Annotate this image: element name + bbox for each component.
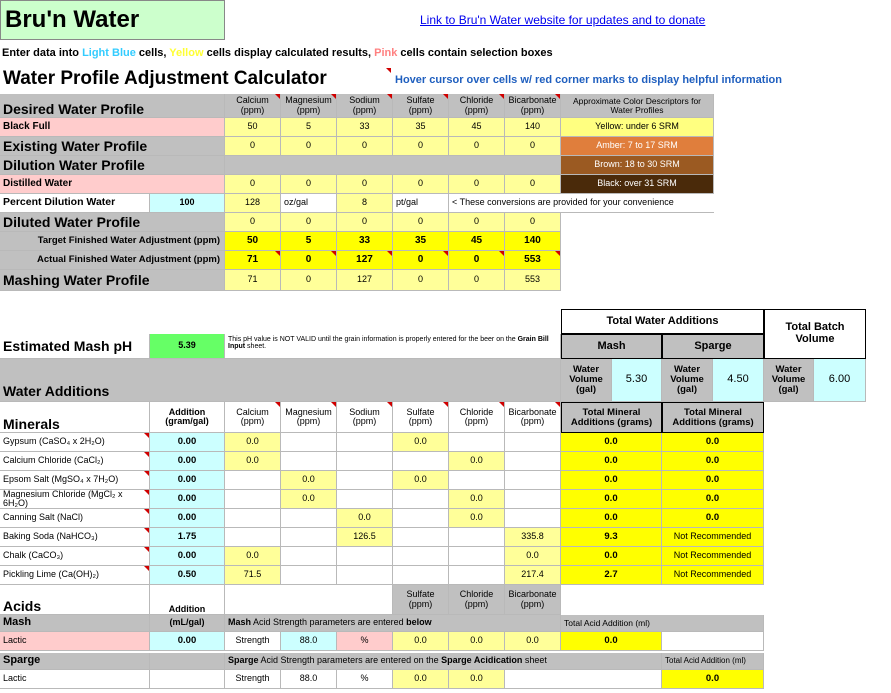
sparge-mineral-total: 0.0 [662, 452, 764, 471]
mineral-ion-value: 0.0 [225, 547, 281, 566]
dilution-value: 0 [281, 175, 337, 194]
mineral-ion-value [449, 471, 505, 490]
sparge-water-volume-label: Water Volume (gal) [662, 359, 713, 402]
target-adjustment-label: Target Finished Water Adjustment (ppm) [0, 232, 225, 251]
percent-dilution-input[interactable]: 100 [150, 194, 225, 213]
mineral-ion-value [225, 509, 281, 528]
dilution-value: 0 [337, 175, 393, 194]
sparge-acid-note-part: Sparge [228, 655, 259, 665]
existing-water-profile-label: Existing Water Profile [0, 137, 225, 156]
mineral-addition-input[interactable]: 0.00 [150, 471, 225, 490]
acid-chloride-header: Chloride (ppm) [449, 585, 505, 615]
mineral-ion-value: 335.8 [505, 528, 561, 547]
mineral-ion-header: Magnesium (ppm) [281, 402, 337, 433]
mash-strength-input[interactable]: 88.0 [281, 632, 337, 651]
mineral-addition-input[interactable]: 0.50 [150, 566, 225, 585]
mash-mineral-total: 2.7 [561, 566, 662, 585]
sparge-strength-unit: % [337, 670, 393, 689]
mineral-name: Baking Soda (NaHCO₃) [0, 528, 150, 547]
mashing-value: 0 [393, 270, 449, 291]
instructions-part3: cells display calculated results, [203, 47, 375, 59]
color-brown: Brown: 18 to 30 SRM [561, 156, 714, 175]
mineral-ion-value [281, 433, 337, 452]
sparge-acid-note [225, 653, 662, 670]
sparge-mineral-total-header: Total Mineral Additions (grams) [662, 402, 764, 433]
existing-value: 0 [393, 137, 449, 156]
mashing-value: 127 [337, 270, 393, 291]
mash-acid-addition-input[interactable]: 0.00 [150, 632, 225, 651]
mineral-name: Gypsum (CaSO₄ x 2H₂O) [0, 433, 150, 452]
mineral-ion-value [281, 547, 337, 566]
mineral-ion-value [449, 528, 505, 547]
diluted-value: 0 [505, 213, 561, 232]
acid-bicarbonate-header: Bicarbonate (ppm) [505, 585, 561, 615]
mineral-name: Calcium Chloride (CaCl₂) [0, 452, 150, 471]
ion-header: Magnesium (ppm) [281, 94, 337, 118]
mashing-value: 71 [225, 270, 281, 291]
conv-pt-value: 8 [337, 194, 393, 213]
mineral-ion-header: Calcium (ppm) [225, 402, 281, 433]
mineral-ion-value: 0.0 [393, 433, 449, 452]
actual-value: 127 [337, 251, 393, 270]
water-additions-label: Water Additions [0, 359, 561, 402]
target-value: 33 [337, 232, 393, 251]
desired-value: 35 [393, 118, 449, 137]
mineral-ion-value [505, 452, 561, 471]
acid-addition-header: Addition [150, 585, 225, 615]
desired-value: 50 [225, 118, 281, 137]
sparge-acid-name: Lactic [0, 670, 150, 689]
mash-mineral-total: 0.0 [561, 452, 662, 471]
actual-value: 0 [393, 251, 449, 270]
mineral-ion-value: 0.0 [281, 471, 337, 490]
mash-ph-note-part: This pH value is NOT VALID until the grain information is properly entered for the beer on the [228, 336, 518, 343]
desired-value: 33 [337, 118, 393, 137]
mineral-ion-value: 0.0 [449, 490, 505, 509]
diluted-value: 0 [337, 213, 393, 232]
mash-mineral-total: 0.0 [561, 509, 662, 528]
dilution-water-profile-label: Dilution Water Profile [0, 156, 225, 175]
mash-total-acid: 0.0 [561, 632, 662, 651]
mineral-name: Magnesium Chloride (MgCl₂ x 6H₂O) [0, 490, 150, 509]
instructions-part4: cells contain selection boxes [397, 47, 553, 59]
conv-oz-value: 128 [225, 194, 281, 213]
mineral-ion-value [225, 528, 281, 547]
mineral-ion-value [393, 452, 449, 471]
mash-acid-chloride: 0.0 [449, 632, 505, 651]
sparge-acid-chloride: 0.0 [449, 670, 505, 689]
mash-acid-note [225, 615, 561, 632]
app-title: Bru'n Water [0, 0, 225, 40]
mineral-ion-value: 0.0 [337, 509, 393, 528]
desired-water-profile-label: Desired Water Profile [0, 94, 225, 118]
existing-value: 0 [449, 137, 505, 156]
sparge-acid-note-part: sheet [522, 655, 547, 665]
color-descriptor-header: Approximate Color Descriptors for Water Profiles [561, 94, 714, 118]
diluted-value: 0 [225, 213, 281, 232]
target-value: 50 [225, 232, 281, 251]
mineral-ion-value: 71.5 [225, 566, 281, 585]
mash-acid-note-part: Acid Strength parameters are entered [251, 617, 407, 627]
ion-header: Bicarbonate (ppm) [505, 94, 561, 118]
target-value: 45 [449, 232, 505, 251]
mash-mineral-total: 0.0 [561, 433, 662, 452]
actual-value: 71 [225, 251, 281, 270]
mash-acid-note-part: Mash [228, 617, 252, 627]
mineral-ion-value: 0.0 [393, 471, 449, 490]
dilution-value: 0 [225, 175, 281, 194]
actual-adjustment-label: Actual Finished Water Adjustment (ppm) [0, 251, 225, 270]
total-batch-volume-header: Total Batch Volume [764, 309, 866, 359]
mineral-ion-value [225, 490, 281, 509]
mineral-ion-value: 0.0 [225, 433, 281, 452]
sparge-total-acid-label: Total Acid Addition (ml) [662, 653, 764, 670]
mash-ph-note [225, 334, 561, 359]
sparge-acid-sulfate: 0.0 [393, 670, 449, 689]
mineral-ion-value [505, 490, 561, 509]
mineral-name: Chalk (CaCO₃) [0, 547, 150, 566]
mineral-ion-value [505, 433, 561, 452]
diluted-value: 0 [449, 213, 505, 232]
sparge-mineral-total: Not Recommended [662, 528, 764, 547]
sparge-mineral-total: 0.0 [662, 433, 764, 452]
mineral-ion-value [225, 471, 281, 490]
sparge-acid-label: Sparge [0, 653, 150, 670]
mash-mineral-total: 9.3 [561, 528, 662, 547]
mash-mineral-total: 0.0 [561, 547, 662, 566]
color-yellow: Yellow: under 6 SRM [561, 118, 714, 137]
mineral-ion-value [393, 547, 449, 566]
mineral-ion-value [449, 566, 505, 585]
mash-ph-value: 5.39 [150, 334, 225, 359]
total-acid-label: Total Acid Addition (ml) [561, 615, 764, 632]
instructions-part1: Enter data into [2, 47, 83, 59]
actual-value: 553 [505, 251, 561, 270]
sparge-header: Sparge [662, 334, 764, 359]
mash-mineral-total: 0.0 [561, 471, 662, 490]
mineral-addition-input[interactable]: 0.00 [150, 490, 225, 509]
mineral-ion-value [505, 471, 561, 490]
desired-profile-select[interactable]: Black Full [0, 118, 225, 137]
mineral-ion-value: 126.5 [337, 528, 393, 547]
sparge-acid-note-part: Acid Strength parameters are entered on the [258, 655, 442, 665]
addition-header: Addition (gram/gal) [150, 402, 225, 433]
mineral-ion-header: Sodium (ppm) [337, 402, 393, 433]
diluted-value: 0 [393, 213, 449, 232]
total-water-additions-header: Total Water Additions [561, 309, 764, 334]
mineral-ion-value [393, 490, 449, 509]
ion-header: Sodium (ppm) [337, 94, 393, 118]
mineral-ion-value [449, 433, 505, 452]
mash-water-volume-label: Water Volume (gal) [561, 359, 612, 402]
mineral-addition-input[interactable]: 1.75 [150, 528, 225, 547]
calculator-title: Water Profile Adjustment Calculator [3, 68, 327, 89]
mineral-ion-value: 217.4 [505, 566, 561, 585]
mineral-ion-value [337, 452, 393, 471]
mineral-ion-header: Sulfate (ppm) [393, 402, 449, 433]
mineral-ion-header: Chloride (ppm) [449, 402, 505, 433]
ion-header: Calcium (ppm) [225, 94, 281, 118]
target-value: 35 [393, 232, 449, 251]
mash-acid-label: Mash [0, 615, 150, 632]
mineral-ion-value: 0.0 [449, 452, 505, 471]
mash-acid-sulfate: 0.0 [393, 632, 449, 651]
donate-link[interactable]: Link to Bru'n Water website for updates and to donate [420, 13, 706, 27]
dilution-value: 0 [393, 175, 449, 194]
mash-strength-unit[interactable]: % [337, 632, 393, 651]
mineral-ion-value [337, 566, 393, 585]
batch-water-volume-label: Water Volume (gal) [764, 359, 814, 402]
acid-header-spacer [225, 585, 393, 615]
mashing-water-profile-label: Mashing Water Profile [0, 270, 225, 291]
sparge-mineral-total: 0.0 [662, 490, 764, 509]
actual-value: 0 [449, 251, 505, 270]
batch-water-volume-input[interactable]: 6.00 [814, 359, 866, 402]
sparge-strength-value: 88.0 [281, 670, 337, 689]
pink-word: Pink [374, 47, 398, 59]
mineral-ion-value [393, 509, 449, 528]
light-blue-word: Light Blue [82, 47, 136, 59]
ion-header: Chloride (ppm) [449, 94, 505, 118]
sparge-mineral-total: 0.0 [662, 471, 764, 490]
mash-ph-label: Estimated Mash pH [0, 334, 150, 359]
mineral-ion-value [281, 509, 337, 528]
mashing-value: 0 [449, 270, 505, 291]
mineral-ion-value [337, 471, 393, 490]
mineral-ion-header: Bicarbonate (ppm) [505, 402, 561, 433]
mineral-ion-value [337, 490, 393, 509]
sparge-mineral-total: 0.0 [662, 509, 764, 528]
mineral-ion-value [281, 566, 337, 585]
mash-acid-select[interactable]: Lactic [0, 632, 150, 651]
sparge-acid-note-part: Sparge Acidication [441, 655, 523, 665]
acids-label: Acids [0, 585, 150, 615]
diluted-water-profile-label: Diluted Water Profile [0, 213, 225, 232]
mash-mineral-total: 0.0 [561, 490, 662, 509]
mash-acid-empty [662, 632, 764, 651]
existing-value: 0 [281, 137, 337, 156]
conv-oz-unit: oz/gal [281, 194, 337, 213]
mineral-ion-value [337, 547, 393, 566]
dilution-profile-select[interactable]: Distilled Water [0, 175, 225, 194]
mineral-ion-value [337, 433, 393, 452]
existing-value: 0 [337, 137, 393, 156]
dilution-value: 0 [505, 175, 561, 194]
color-amber: Amber: 7 to 17 SRM [561, 137, 714, 156]
mash-mineral-total-header: Total Mineral Additions (grams) [561, 402, 662, 433]
mineral-addition-input[interactable]: 0.00 [150, 509, 225, 528]
sparge-acid-spacer [150, 653, 225, 670]
mash-acid-bicarbonate: 0.0 [505, 632, 561, 651]
mash-ph-note-part: Grain Bill Input [228, 336, 549, 351]
mineral-name: Canning Salt (NaCl) [0, 509, 150, 528]
sparge-mineral-total: Not Recommended [662, 547, 764, 566]
mineral-ion-value: 0.0 [449, 509, 505, 528]
mash-acid-note-part: below [406, 617, 432, 627]
red-corner-marker [386, 68, 391, 73]
sparge-acid-addition [150, 670, 225, 689]
hover-tip: Hover cursor over cells w/ red corner marks to display helpful information [395, 74, 782, 86]
mineral-addition-input[interactable]: 0.00 [150, 452, 225, 471]
actual-value: 0 [281, 251, 337, 270]
dilution-header-spacer [225, 156, 561, 175]
ml-per-gal-label: (mL/gal) [150, 615, 225, 632]
mineral-ion-value [449, 547, 505, 566]
percent-dilution-label: Percent Dilution Water [0, 194, 150, 213]
ion-header: Sulfate (ppm) [393, 94, 449, 118]
mineral-name: Pickling Lime (Ca(OH)₂) [0, 566, 150, 585]
diluted-value: 0 [281, 213, 337, 232]
mineral-ion-value [281, 528, 337, 547]
mashing-value: 553 [505, 270, 561, 291]
existing-value: 0 [505, 137, 561, 156]
minerals-label: Minerals [0, 402, 150, 433]
mineral-ion-value [393, 528, 449, 547]
conversion-note: < These conversions are provided for your convenience [449, 194, 714, 213]
mineral-ion-value: 0.0 [505, 547, 561, 566]
sparge-acid-empty [505, 670, 662, 689]
yellow-word: Yellow [169, 47, 204, 59]
instructions-part2: cells, [135, 47, 170, 59]
conv-pt-unit: pt/gal [393, 194, 449, 213]
target-value: 140 [505, 232, 561, 251]
mash-strength-label: Strength [225, 632, 281, 651]
mineral-ion-value: 0.0 [281, 490, 337, 509]
sparge-strength-label: Strength [225, 670, 281, 689]
mineral-addition-input[interactable]: 0.00 [150, 547, 225, 566]
target-value: 5 [281, 232, 337, 251]
sparge-total-acid: 0.0 [662, 670, 764, 689]
color-black: Black: over 31 SRM [561, 175, 714, 194]
desired-value: 5 [281, 118, 337, 137]
mashing-value: 0 [281, 270, 337, 291]
mash-water-volume-input[interactable]: 5.30 [612, 359, 662, 402]
dilution-value: 0 [449, 175, 505, 194]
instructions [2, 47, 553, 59]
mineral-ion-value [281, 452, 337, 471]
acid-sulfate-header: Sulfate (ppm) [393, 585, 449, 615]
sparge-water-volume-input[interactable]: 4.50 [713, 359, 764, 402]
existing-value: 0 [225, 137, 281, 156]
mineral-addition-input[interactable]: 0.00 [150, 433, 225, 452]
mash-ph-note-part: sheet. [245, 343, 267, 351]
sparge-mineral-total: Not Recommended [662, 566, 764, 585]
desired-value: 140 [505, 118, 561, 137]
mash-header: Mash [561, 334, 662, 359]
mineral-name: Epsom Salt (MgSO₄ x 7H₂O) [0, 471, 150, 490]
mineral-ion-value: 0.0 [225, 452, 281, 471]
mineral-ion-value [393, 566, 449, 585]
desired-value: 45 [449, 118, 505, 137]
mineral-ion-value [505, 509, 561, 528]
